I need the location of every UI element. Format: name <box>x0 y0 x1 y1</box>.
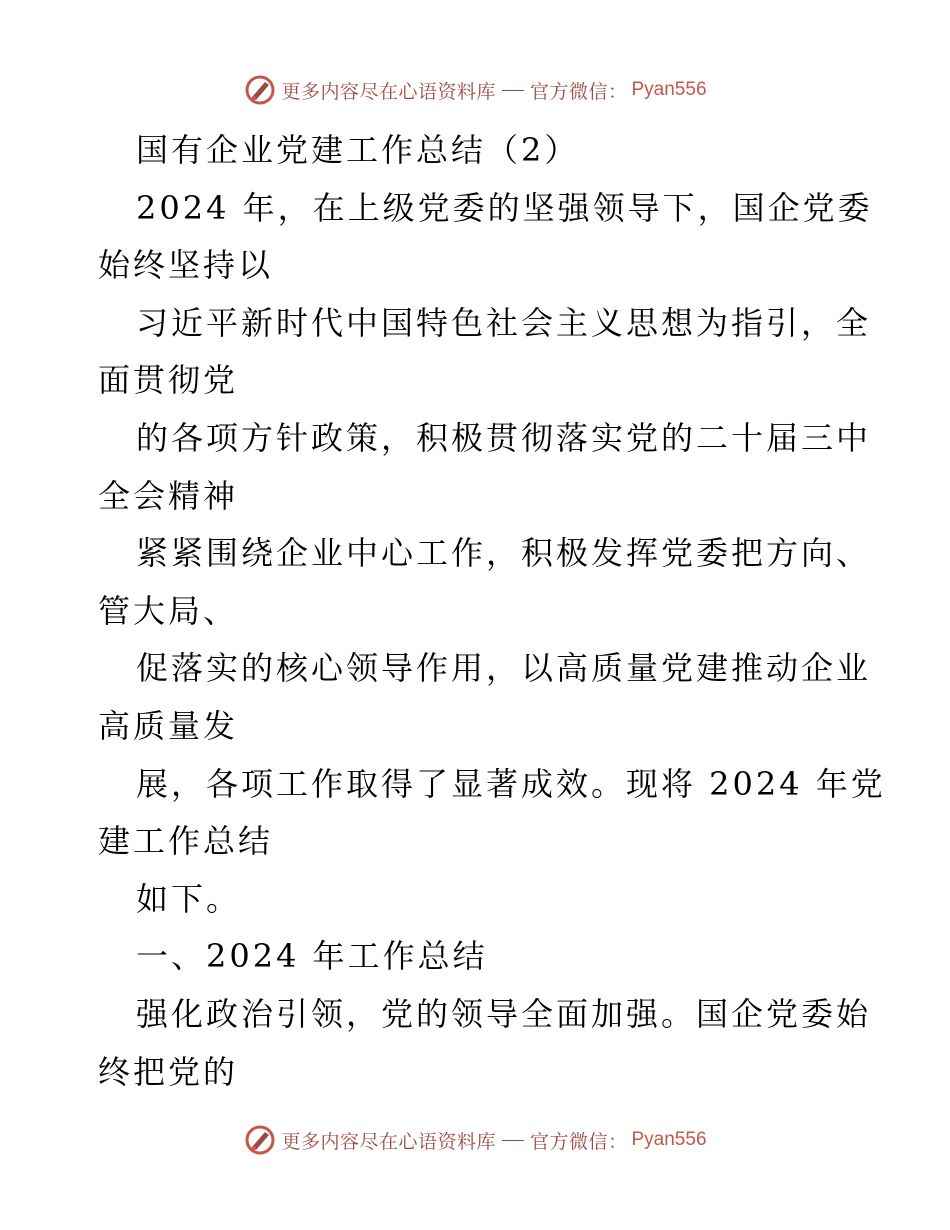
text-line: 强化政治引领，党的领导全面加强。国企党委始 <box>136 994 872 1033</box>
banner-label: 官方微信： <box>529 80 628 103</box>
text-line: 习近平新时代中国特色社会主义思想为指引，全 <box>136 303 872 342</box>
banner-wechat-id: Pyan556 <box>631 1129 707 1150</box>
text-line: 终把党的 <box>98 1052 239 1091</box>
text-line: 展，各项工作取得了显著成效。现将 2024 年党 <box>136 764 886 803</box>
text-line: 国有企业党建工作总结（2） <box>136 131 580 169</box>
banner-text: 更多内容尽在心语资料库 <box>281 80 496 103</box>
banner-wechat-id: Pyan556 <box>631 79 707 100</box>
text-line: 始终坚持以 <box>98 246 274 285</box>
banner-divider <box>502 1140 524 1141</box>
text-line: 高质量发 <box>98 706 239 745</box>
text-line: 如下。 <box>136 879 242 918</box>
document-body <box>98 122 886 1101</box>
footer-watermark-banner <box>0 1120 950 1160</box>
text-line: 促落实的核心领导作用，以高质量党建推动企业 <box>136 649 872 688</box>
text-line: 建工作总结 <box>98 822 274 861</box>
header-watermark-banner <box>0 70 950 110</box>
text-line: 全会精神 <box>98 476 239 515</box>
text-line: 面贯彻党 <box>98 361 239 400</box>
banner-text: 更多内容尽在心语资料库 <box>281 1130 496 1153</box>
banner-divider <box>502 90 524 91</box>
logo-icon <box>243 73 277 107</box>
text-line: 一、2024 年工作总结 <box>136 937 488 976</box>
text-line: 管大局、 <box>98 591 239 630</box>
text-line: 紧紧围绕企业中心工作，积极发挥党委把方向、 <box>136 534 872 573</box>
banner-label: 官方微信： <box>529 1130 628 1153</box>
text-line: 2024 年，在上级党委的坚强领导下，国企党委 <box>136 188 873 227</box>
text-line: 的各项方针政策，积极贯彻落实党的二十届三中 <box>136 418 872 457</box>
logo-icon <box>243 1123 277 1157</box>
